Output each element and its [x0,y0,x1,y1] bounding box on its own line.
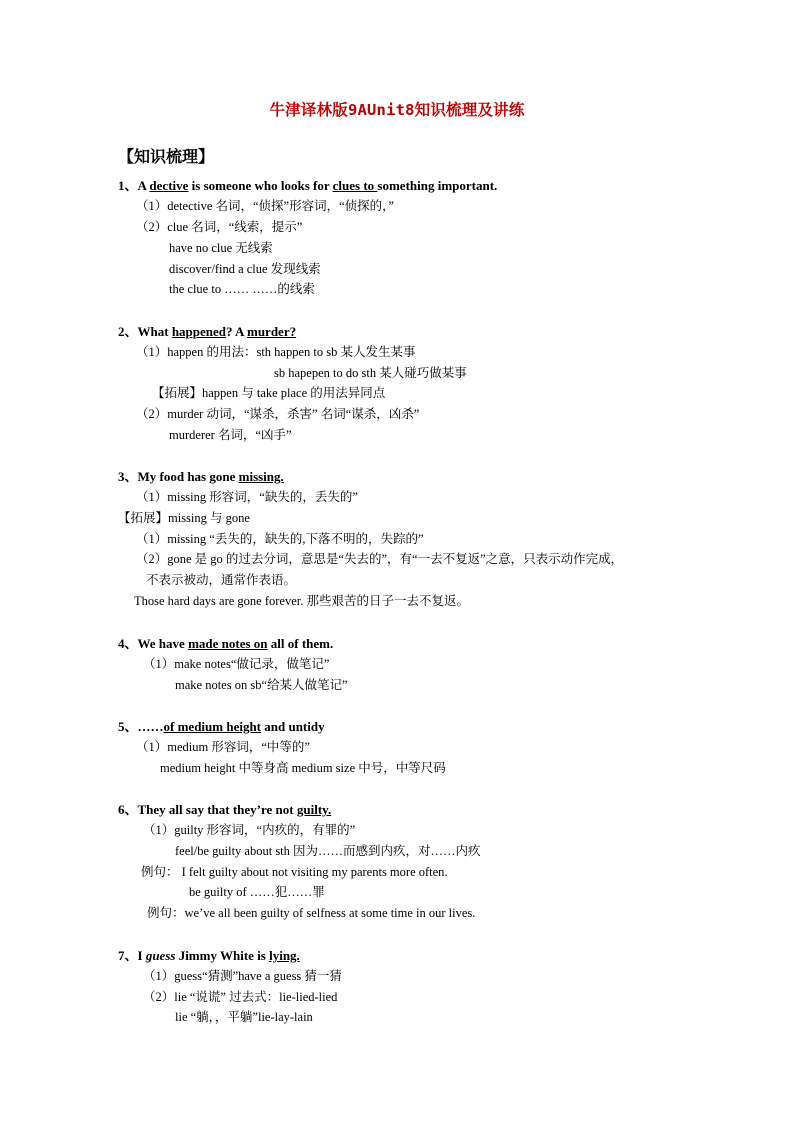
item-1-line-5: the clue to …… ……的线索 [169,282,315,296]
item-5-heading: 5、……of medium height and untidy [118,719,325,734]
item-7-heading: 7、I guess Jimmy White is lying. [118,948,300,963]
document-title: 牛津译林版9AUnit8知识梳理及讲练 [269,101,525,119]
item-6-line-1: （1）guilty 形容词，“内疚的，有罪的” [143,823,356,837]
item-7-line-1: （1）guess“猜测”have a guess 猜一猜 [143,969,342,983]
item-1-line-2: （2）clue 名词，“线索，提示” [136,220,303,234]
item-2-line-5: murderer 名词，“凶手” [169,428,292,442]
item-7-line-3: lie “躺，，平躺”lie-lay-lain [175,1010,313,1024]
item-3-line-1: （1）missing 形容词，“缺失的，丢失的” [136,490,358,504]
item-5-line-1: （1）medium 形容词，“中等的” [136,740,310,754]
item-1-heading: 1、A dective is someone who looks for clues to something important. [118,178,498,193]
item-6-line-3: 例句： I felt guilty about not visiting my parents more often. [141,865,448,879]
item-3-line-3: （1）missing “丢失的，缺失的,下落不明的，失踪的” [136,532,424,546]
item-1-line-1: （1）detective 名词，“侦探”形容词，“侦探的，” [136,199,394,213]
item-4-line-1: （1）make notes“做记录，做笔记” [143,657,330,671]
section-heading: 【知识梳理】 [118,147,215,166]
item-2-line-3: 【拓展】happen 与 take place 的用法异同点 [152,386,386,400]
item-3-line-5: 不表示被动，通常作表语。 [146,573,297,587]
item-3-line-2: 【拓展】missing 与 gone [118,511,250,525]
item-5-line-2: medium height 中等身高 medium size 中号，中等尺码 [160,761,446,775]
item-1-line-3: have no clue 无线索 [169,241,273,255]
item-6-line-5: 例句：we’ve all been guilty of selfness at some time in our lives. [147,906,476,920]
item-1-line-4: discover/find a clue 发现线索 [169,262,321,276]
item-7-line-2: （2）lie “说谎” 过去式：lie-lied-lied [143,990,338,1004]
item-6-line-4: be guilty of ……犯……罪 [189,885,325,899]
item-3-line-4: （2）gone 是 go 的过去分词，意思是“失去的”，有“一去不复返”之意，只表示动作完成， [136,552,624,566]
item-4-line-2: make notes on sb“给某人做笔记” [175,678,348,692]
item-2-heading: 2、What happened? A murder? [118,324,297,339]
item-6-heading: 6、They all say that they’re not guilty. [118,802,332,817]
item-2-line-2: sb hapepen to do sth 某人碰巧做某事 [274,366,467,380]
item-3-line-6: Those hard days are gone forever. 那些艰苦的日子一去不复返。 [134,594,469,608]
item-3-heading: 3、My food has gone missing. [118,469,284,484]
item-2-line-4: （2）murder 动词，“谋杀，杀害” 名词“谋杀，凶杀” [136,407,420,421]
item-6-line-2: feel/be guilty about sth 因为……而感到内疚，对……内疚 [175,844,481,858]
item-4-heading: 4、We have made notes on all of them. [118,636,334,651]
item-2-line-1: （1）happen 的用法：sth happen to sb 某人发生某事 [136,345,416,359]
